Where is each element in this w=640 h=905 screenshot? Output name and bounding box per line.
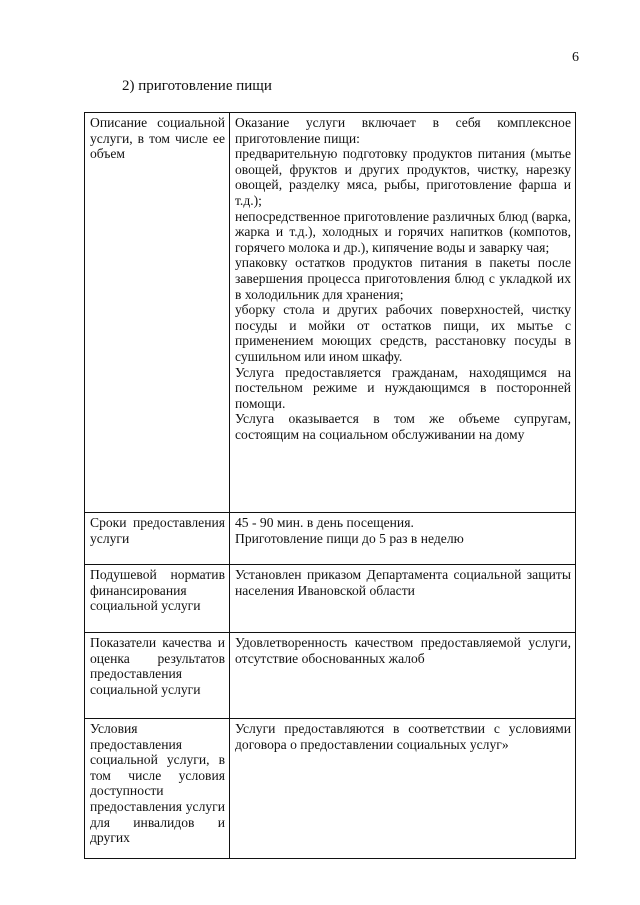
row-label: Сроки предоставления услуги <box>85 513 230 565</box>
table-row-quality <box>85 633 576 719</box>
paragraph: 45 - 90 мин. в день посещения. <box>235 515 414 530</box>
paragraph: Услуга оказывается в том же объеме супругам, состоящим на социальном обслуживании на дому <box>235 411 571 442</box>
paragraph: Оказание услуги включает в себя комплексное приготовление пищи: <box>235 115 571 146</box>
row-label: Условия предоставления социальной услуги, в том числе условия доступности предоставления услуги для инвалидов и других <box>85 719 230 859</box>
paragraph: Услуга предоставляется гражданам, находящимся на постельном режиме и нуждающимся в посторонней помощи. <box>235 364 571 411</box>
paragraph: уборку стола и других рабочих поверхностей, чистку посуды и мойки от остатков пищи, их мытье с применением моющих средств, расстановку посуды в сушильном или ином шкафу. <box>235 302 571 364</box>
row-value <box>230 513 576 565</box>
table-row-conditions <box>85 719 576 859</box>
paragraph: Приготовление пищи до 5 раз в неделю <box>235 530 464 546</box>
paragraph: непосредственное приготовление различных блюд (варка, жарка и т.д.), холодных и горячих напитков (компотов, горячего молока и др.), кипячение воды и заварку чая; <box>235 208 571 255</box>
paragraph: Удовлетворенность качеством предоставляемой услуги, отсутствие обоснованных жалоб <box>235 635 571 666</box>
row-label: Подушевой норматив финансирования социальной услуги <box>85 565 230 633</box>
table-row-funding <box>85 565 576 633</box>
paragraph: Установлен приказом Департамента социальной защиты населения Ивановской области <box>235 567 571 598</box>
row-value <box>230 633 576 719</box>
paragraph: предварительную подготовку продуктов питания (мытье овощей, фруктов и других продуктов, чистку, нарезку овощей, разделку мяса, рыбы, приготовление фарша и т.д.); <box>235 146 571 208</box>
paragraph: упаковку остатков продуктов питания в пакеты после завершения процесса приготовления блюд с укладкой их в холодильник для хранения; <box>235 255 571 302</box>
service-table <box>84 112 576 859</box>
row-value <box>230 719 576 859</box>
section-title: 2) приготовление пищи <box>122 78 272 94</box>
row-label: Описание социальной услуги, в том числе ее объем <box>85 113 230 513</box>
table-row-terms <box>85 513 576 565</box>
row-value <box>230 565 576 633</box>
page-number: 6 <box>572 50 579 65</box>
table-row-description <box>85 113 576 513</box>
row-value <box>230 113 576 513</box>
row-label: Показатели качества и оценка результатов предоставления социальной услуги <box>85 633 230 719</box>
paragraph: Услуги предоставляются в соответствии с условиями договора о предоставлении социальных услуг» <box>235 721 571 752</box>
